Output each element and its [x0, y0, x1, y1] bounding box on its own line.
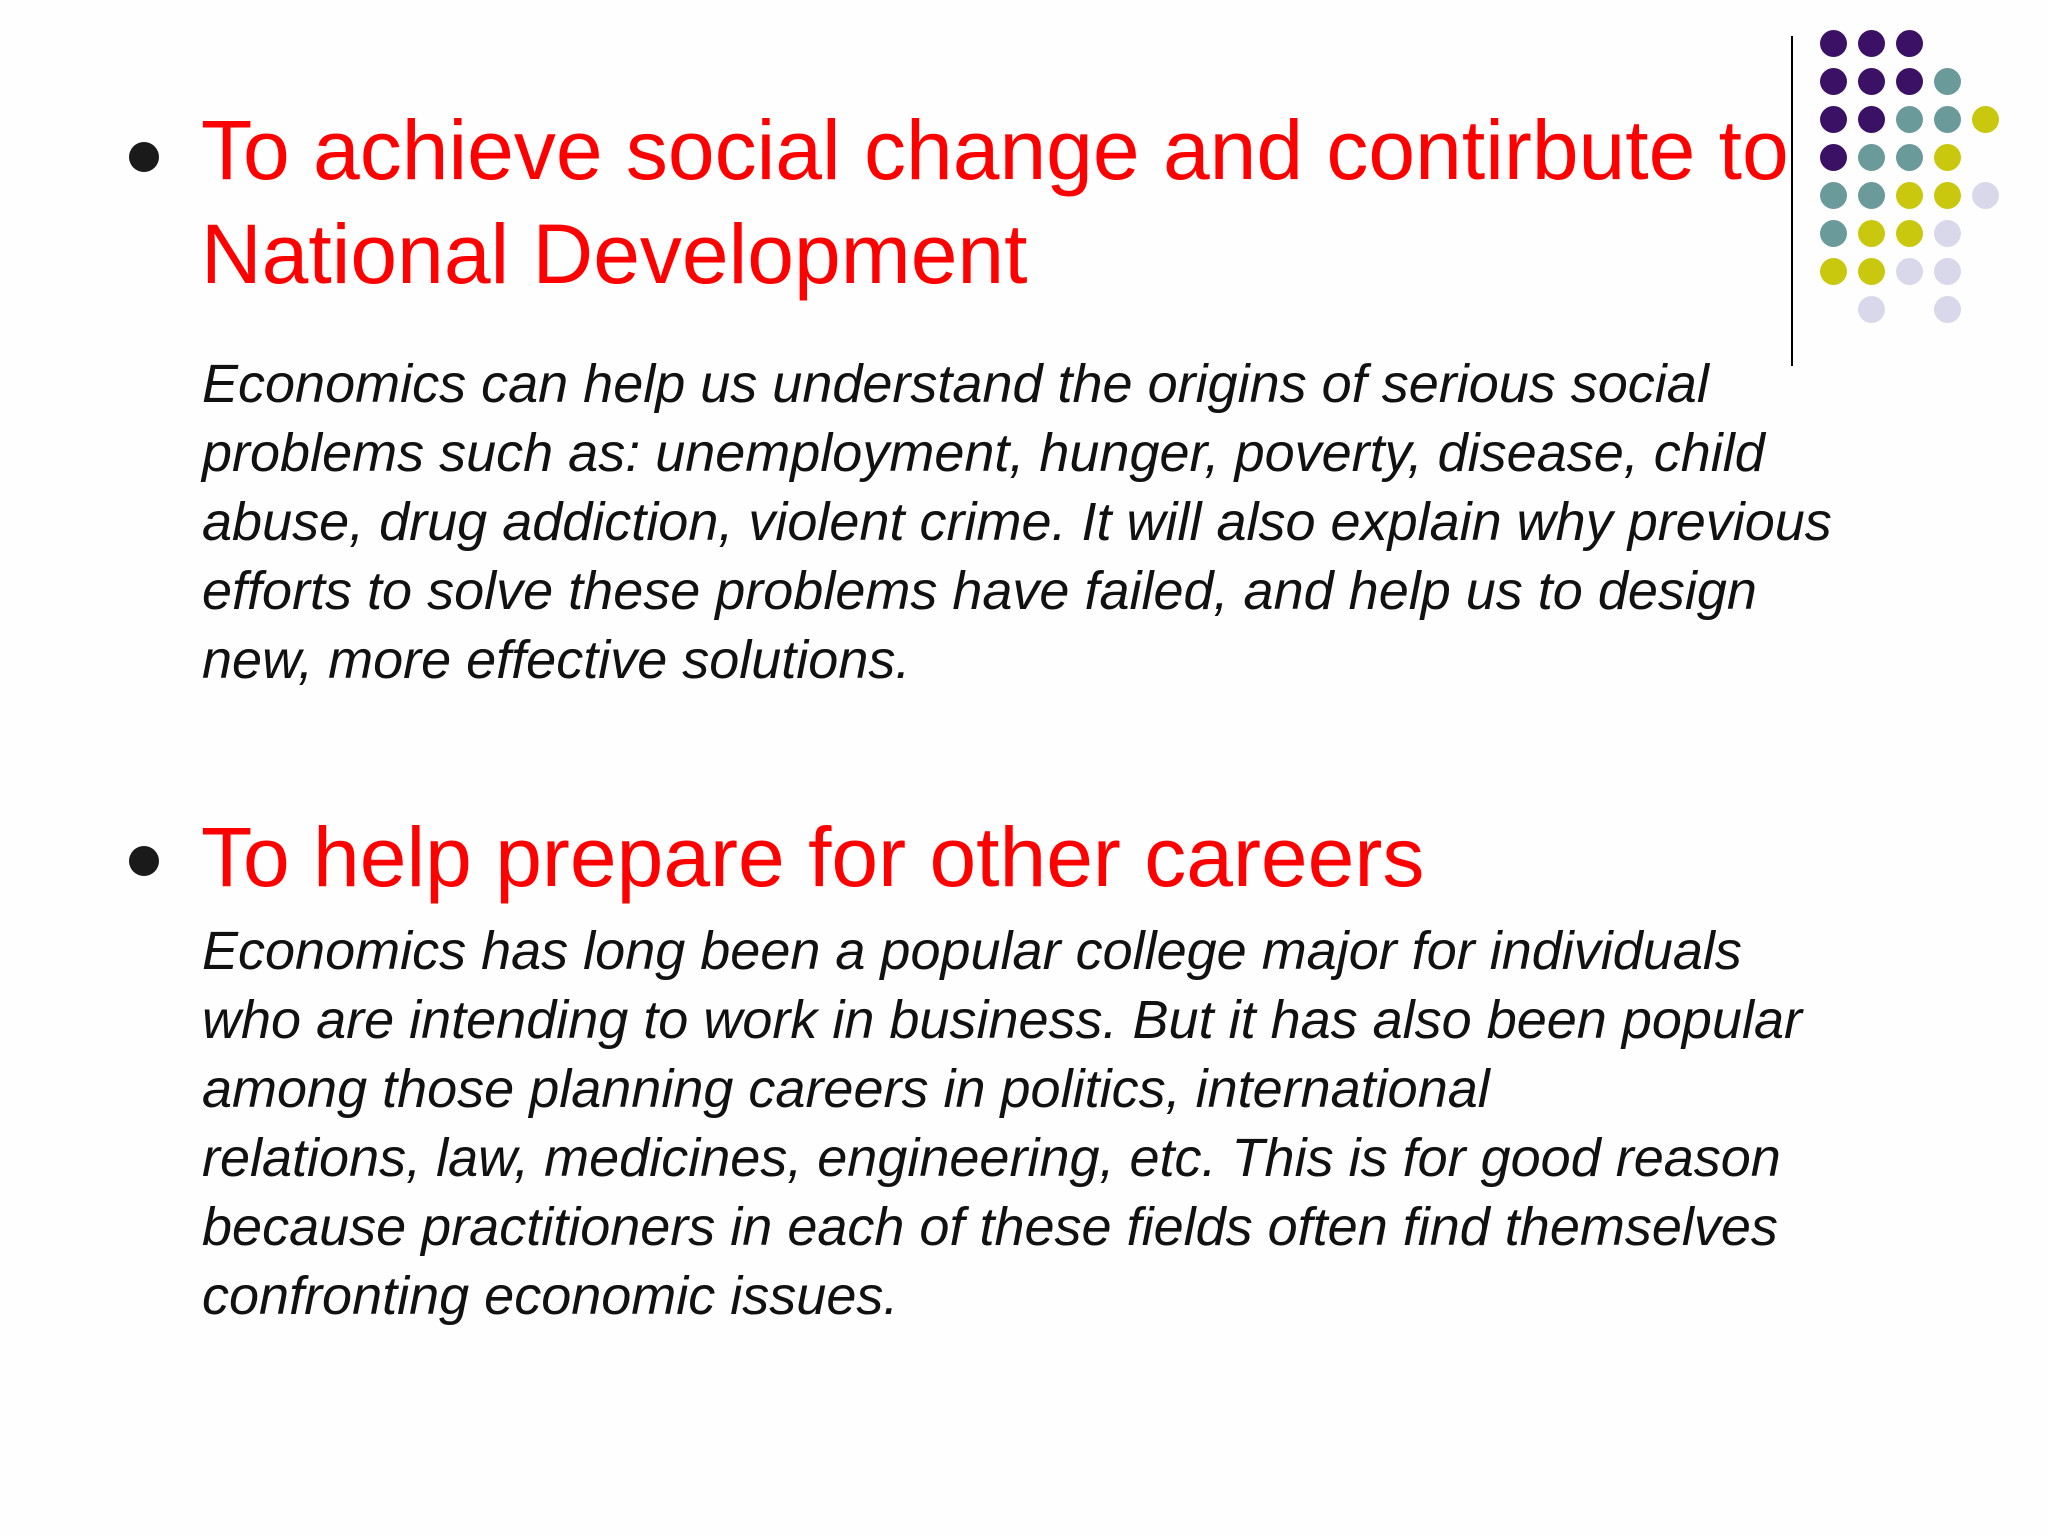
- section1-body-line: efforts to solve these problems have failed, and help us to design: [202, 561, 1757, 621]
- decorative-dot: [1820, 68, 1847, 95]
- section1-body-line: abuse, drug addiction, violent crime. It will also explain why previous: [202, 492, 1832, 552]
- section2-body-line: because practitioners in each of these fields often find themselves: [202, 1197, 1778, 1257]
- decorative-dot: [1934, 220, 1961, 247]
- bullet-icon: [129, 846, 159, 876]
- decorative-dot: [1972, 106, 1999, 133]
- bullet-icon: [129, 142, 159, 172]
- section2-body-line: who are intending to work in business. But it has also been popular: [202, 990, 1802, 1050]
- section1-body-line: Economics can help us understand the origins of serious social: [202, 354, 1709, 414]
- section2-body-line: confronting economic issues.: [202, 1266, 899, 1326]
- section2-body-line: relations, law, medicines, engineering, etc. This is for good reason: [202, 1128, 1781, 1188]
- section2-body-line: Economics has long been a popular college major for individuals: [202, 921, 1742, 981]
- decorative-dot: [1934, 296, 1961, 323]
- section2-body-line: among those planning careers in politics, international: [202, 1059, 1490, 1119]
- section1-body-line: new, more effective solutions.: [202, 630, 911, 690]
- decorative-dot: [1934, 68, 1961, 95]
- decorative-dot: [1934, 258, 1961, 285]
- decorative-dot: [1858, 68, 1885, 95]
- section2-heading: To help prepare for other careers: [201, 810, 1425, 904]
- decorative-dot: [1896, 68, 1923, 95]
- section1-body: [202, 350, 1832, 695]
- section1-heading: To achieve social change and contirbute to National Development: [201, 103, 1789, 301]
- decorative-dot: [1858, 30, 1885, 57]
- decorative-dot: [1896, 30, 1923, 57]
- section2-body: [202, 917, 1802, 1331]
- section1-body-line: problems such as: unemployment, hunger, poverty, disease, child: [202, 423, 1765, 483]
- decorative-dot: [1934, 144, 1961, 171]
- decorative-dot: [1820, 30, 1847, 57]
- decorative-dot: [1934, 106, 1961, 133]
- decorative-dot: [1972, 182, 1999, 209]
- decorative-dot: [1934, 182, 1961, 209]
